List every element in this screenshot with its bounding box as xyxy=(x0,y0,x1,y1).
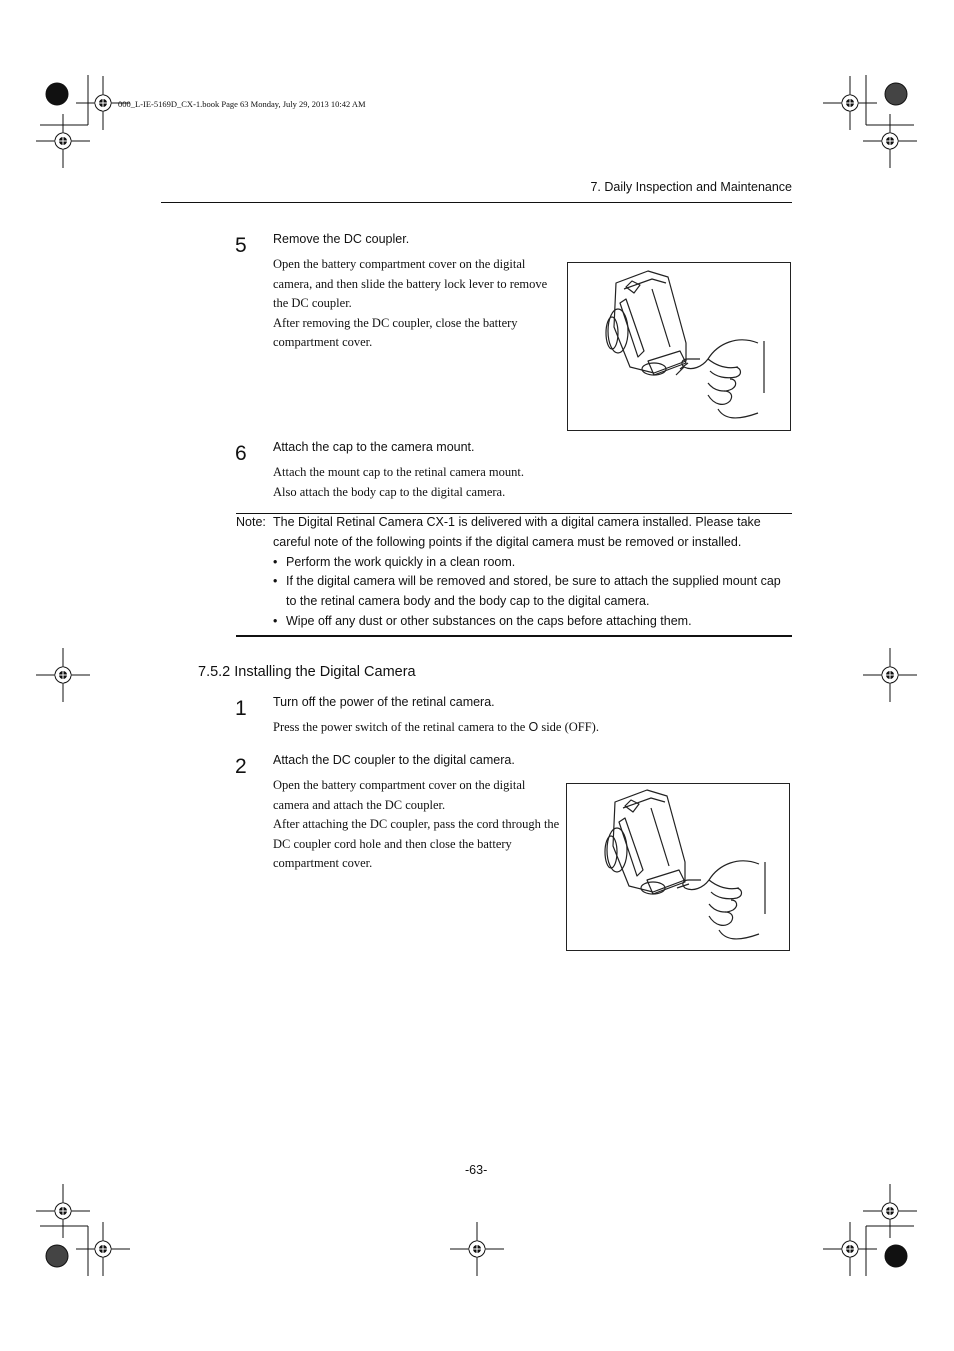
camera-hand-attaching-dc-coupler-illustration xyxy=(567,784,789,950)
step-title: Attach the cap to the camera mount. xyxy=(273,440,475,454)
section-heading: 7.5.2 Installing the Digital Camera xyxy=(198,664,416,680)
figure-attach-dc-coupler xyxy=(566,783,790,951)
figure-remove-dc-coupler xyxy=(567,262,791,431)
step-body xyxy=(273,718,773,738)
note-paragraph: The Digital Retinal Camera CX-1 is delivered with a digital camera installed. Please take careful note of the following points if the digital camera must be removed or installed. xyxy=(273,515,761,549)
step-body xyxy=(273,463,773,502)
step-number: 5 xyxy=(235,234,247,257)
step-paragraph: Open the battery compartment cover on the digital camera, and then slide the battery lock lever to remove the DC coupler. xyxy=(273,257,548,311)
step-paragraph: After attaching the DC coupler, pass the cord through the DC coupler cord hole and then close the battery compartment cover. xyxy=(273,817,560,871)
note-bullet: • Wipe off any dust or other substances on the caps before attaching them. xyxy=(273,612,792,632)
step-paragraph xyxy=(273,718,773,738)
note-content xyxy=(273,513,792,632)
step-text: Press the power switch of the retinal camera to the xyxy=(273,720,529,734)
note-bullet: • If the digital camera will be removed and stored, be sure to attach the supplied mount cap to the retinal camera body and the body cap to the digital camera. xyxy=(273,572,792,612)
step-number: 6 xyxy=(235,442,247,465)
step-text: side (OFF). xyxy=(538,720,599,734)
camera-hand-removing-dc-coupler-illustration xyxy=(568,263,790,430)
note-label: Note: xyxy=(236,515,266,529)
print-slug: 000_L-IE-5169D_CX-1.book Page 63 Monday, July 29, 2013 10:42 AM xyxy=(118,99,366,109)
step-title: Turn off the power of the retinal camera. xyxy=(273,695,495,709)
step-paragraph: Attach the mount cap to the retinal camera mount. xyxy=(273,465,524,479)
step-number: 2 xyxy=(235,755,247,778)
step-title: Attach the DC coupler to the digital camera. xyxy=(273,753,515,767)
step-number: 1 xyxy=(235,697,247,720)
page-number: -63- xyxy=(465,1163,488,1177)
step-body xyxy=(273,255,563,353)
step-paragraph: Open the battery compartment cover on the digital camera and attach the DC coupler. xyxy=(273,778,526,812)
step-paragraph: Also attach the body cap to the digital camera. xyxy=(273,484,506,499)
header-rule xyxy=(161,202,792,203)
chapter-header: 7. Daily Inspection and Maintenance xyxy=(590,180,792,194)
note-bottom-rule xyxy=(236,635,792,637)
step-title: Remove the DC coupler. xyxy=(273,232,410,246)
step-body xyxy=(273,776,563,874)
off-symbol: O xyxy=(528,720,539,734)
step-paragraph: After removing the DC coupler, close the battery compartment cover. xyxy=(273,315,518,350)
note-bullet: • Perform the work quickly in a clean room. xyxy=(273,553,792,573)
